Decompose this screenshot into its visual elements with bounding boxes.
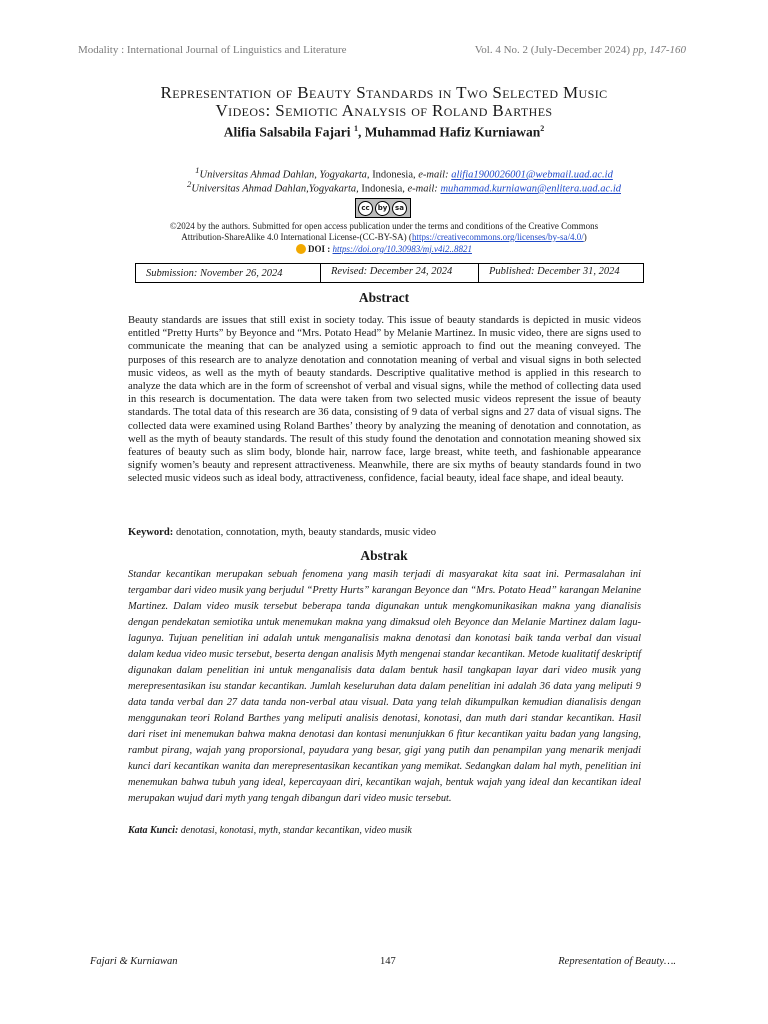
published-date: Published: December 31, 2024 xyxy=(489,266,620,277)
revised-date: Revised: December 24, 2024 xyxy=(321,264,479,282)
sa-icon: sa xyxy=(392,201,407,216)
kata-kunci-label: Kata Kunci: xyxy=(128,825,179,836)
page-footer xyxy=(90,956,676,967)
by-icon: by xyxy=(375,201,390,216)
affiliation-1-email-link[interactable]: alifia1900026001@webmail.uad.ac.id xyxy=(451,169,613,181)
abstract-text: Beauty standards are issues that still exist in society today. This issue of beauty standards is depicted in music videos entitled “Pretty Hurts” by Beyonce and “Mrs. Potato Head” by Melanie Martinez. In music video, there are signs used to communicate the meaning that can be analyzed using a semiotic approach to find out the meaning conveyed. The purposes of this research are to analyze denotation and connotation meaning of verbal and visual signs in both selected music videos, as well as the myth of beauty standards. Descriptive qualitative method is applied in this research to analyze the data which are in the form of screenshot of verbal and visual signs, while the method of collecting data used in this research is documentation. The data were taken from two selected music videos represent the issue of beauty standards. The total data of this research are 36 data, consisting of 9 data of verbal signs and 27 data of visual signs. The collected data were examined using Roland Barthes’ theory by analyzing the meaning of denotation and connotation, as well as the myth of beauty standards. The result of this study found the denotation and connotation meaning showed six features of beauty such as slim body, blonde hair, narrow face, large breast, white teeth, and fashionable appearance signify women’s beauty and represent attractiveness. Meanwhile, there are six myths of beauty standards found in two selected music videos such as ideal body, attractiveness, confidence, facial beauty, ideal face shape, and ideal beauty. xyxy=(128,315,641,485)
abstrak-text: Standar kecantikan merupakan sebuah fenomena yang masih terjadi di masyarakat kita saat ini. Permasalahan ini tergambar dari video musik yang berjudul “Pretty Hurts” karangan Beyonce dan “Mrs. Potato Head” karangan Melanine Martinez. Dalam video musik tersebut beberapa tanda digunakan untuk mengkomunikasikan makna yang dianalisis dengan pendekatan semiotika untuk menemukan makna yang dimaksud oleh Beyonce dan Melanie Martinez dalam lagu-lagunya. Tujuan penelitian ini adalah untuk menganalisis makna denotasi dan konotasi baik tanda verbal dan visual dalam kedua video music tersebut, beserta dengan analisis Myth mengenai standar kecantikan. Metode kualitatif deskriptif digunakan dalam penelitian ini untuk menganalisis data dalam bentuk hasil tangkapan layar dari video musik yang merepresentasikan isu standar kecantikan. Jumlah keseluruhan data dalam penelitian ini adalah 36 data yang meliputi 9 data tanda verbal dan 27 data tanda non-verbal atau visual. Data yang telah dikumpulkan kemudian dianalisis dengan menggunakan teori Roland Barthes yang meliputi analisis denotasi, konotasi, dan muth dari standar kecantikan. Hasil dari riset ini menemukan bahwa makna denotasi dan kontasi menunjukkan 6 fitur kecantikan yaitu badan yang langsing, rambut pirang, wajah yang proporsional, payudara yang besar, gigi yang putih dan penampilan yang menarik menjadi kunci dari kecantikan wanita dan merepresentasikan kecantikan yang memikat. Sedangkan dalam hal myth, penelitian ini menemukan bahwa tubuh yang ideal, kepercayaan diri, kecantikan wajah, bentuk wajah yang ideal dan kecantikan ideal merupakan wujud dari myth yang tengah dibangun dari video music tersebut. xyxy=(128,569,641,804)
kata-kunci xyxy=(128,825,641,836)
affiliation-2 xyxy=(100,179,708,195)
keyword-list: denotation, connotation, myth, beauty standards, music video xyxy=(173,527,437,538)
issue-info xyxy=(475,44,686,56)
page-number: 147 xyxy=(380,956,396,967)
doi-line xyxy=(100,244,668,254)
affiliation-2-country: Indonesia, xyxy=(358,183,408,195)
doi-icon xyxy=(296,244,306,254)
license-suffix: ) xyxy=(583,232,587,242)
license-statement xyxy=(110,221,658,243)
author-2-affil-mark: 2 xyxy=(540,124,545,133)
author-1-affil-mark: 1 xyxy=(353,124,358,133)
affiliation-2-institution: Universitas Ahmad Dahlan,Yogyakarta, xyxy=(191,183,359,195)
author-separator: , xyxy=(357,124,365,140)
footer-short-title: Representation of Beauty…. xyxy=(558,956,676,967)
affiliation-1-num: 1 xyxy=(195,165,200,175)
volume-text: Vol. 4 No. 2 (July-December 2024) xyxy=(474,44,631,56)
affiliation-2-email-link[interactable]: muhammad.kurniawan@enlitera.uad.ac.id xyxy=(440,183,621,195)
running-header xyxy=(78,44,686,56)
journal-name: Modality : International Journal of Linguistics and Literature xyxy=(78,44,347,56)
author-list xyxy=(60,124,708,141)
footer-authors: Fajari & Kurniawan xyxy=(90,956,178,967)
affiliation-2-num: 2 xyxy=(186,179,192,189)
page-range: pp, 147-160 xyxy=(632,44,686,56)
abstract-heading: Abstract xyxy=(358,290,410,305)
submission-date: Submission: November 26, 2024 xyxy=(136,264,321,282)
cc-by-sa-badge[interactable] xyxy=(355,198,411,218)
keywords xyxy=(128,527,641,538)
abstrak-heading: Abstrak xyxy=(360,548,408,563)
dates-table xyxy=(135,263,644,283)
affiliation-2-email-label: e-mail: xyxy=(407,183,441,195)
affiliation-1-email-label: e-mail: xyxy=(418,169,452,181)
cc-icon: cc xyxy=(358,201,373,216)
title-line-1: Representation of Beauty Standards in Two Selected Music xyxy=(160,83,608,102)
license-url-link[interactable]: https://creativecommons.org/licenses/by-sa/4.0/ xyxy=(411,232,584,242)
keyword-label: Keyword: xyxy=(128,527,174,538)
license-line-2 xyxy=(110,232,658,243)
title-line-2: Videos: Semiotic Analysis of Roland Barthes xyxy=(215,101,553,120)
affiliation-1-country: Indonesia, xyxy=(369,169,419,181)
doi-label: DOI : xyxy=(308,244,333,254)
kata-kunci-list: denotasi, konotasi, myth, standar kecantikan, video musik xyxy=(178,825,412,836)
license-line-1: ©2024 by the authors. Submitted for open access publication under the terms and conditions of the Creative Commons xyxy=(169,221,599,231)
doi-link[interactable]: https://doi.org/10.30983/mj.v4i2..8821 xyxy=(332,244,472,254)
author-2: Muhammad Hafiz Kurniawan xyxy=(364,124,541,140)
paper-title xyxy=(60,84,708,120)
license-prefix: Attribution-ShareAlike 4.0 International License-(CC-BY-SA) ( xyxy=(181,232,412,242)
author-1: Alifia Salsabila Fajari xyxy=(223,124,351,140)
affiliation-1-institution: Universitas Ahmad Dahlan, Yogyakarta, xyxy=(199,169,370,181)
